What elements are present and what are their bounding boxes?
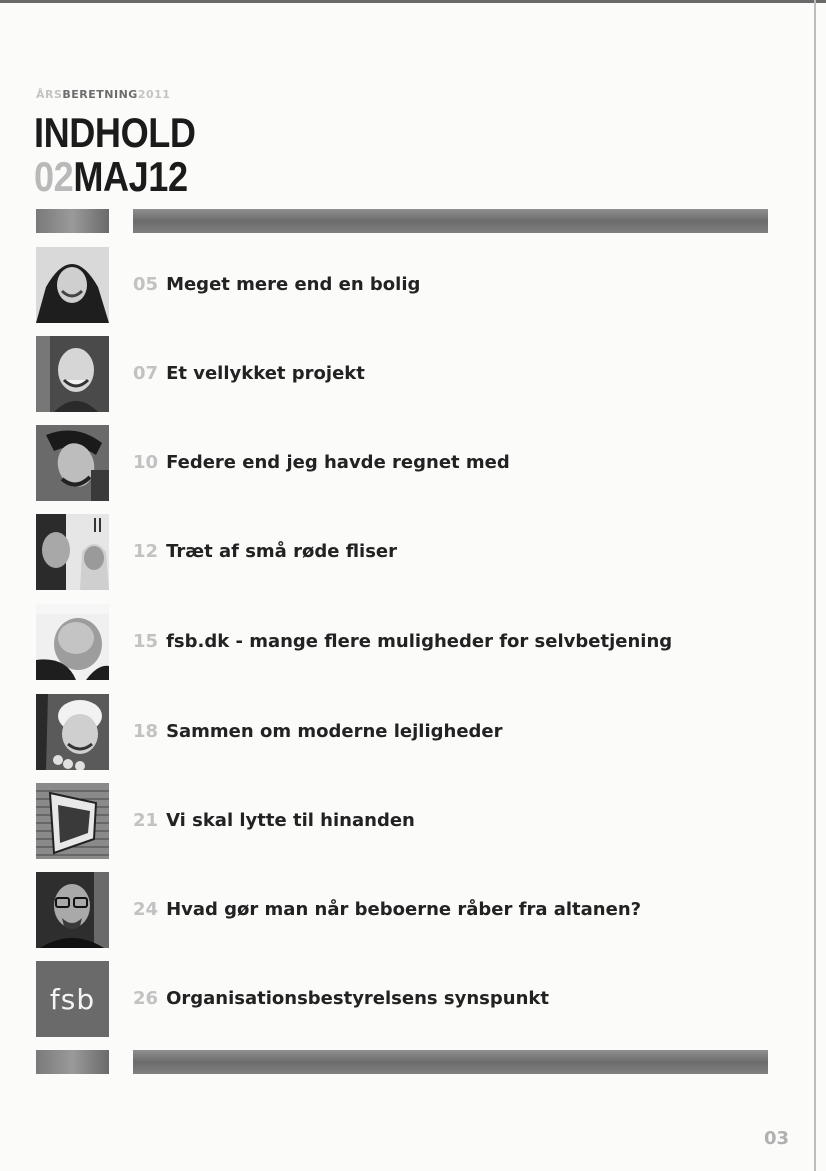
divider-block (36, 1050, 109, 1074)
fsb-logo-icon: fsb (36, 961, 109, 1037)
toc-page-number: 24 (133, 899, 159, 920)
thumbnail-portrait-icon (36, 514, 109, 590)
toc-entry-title[interactable]: Organisationsbestyrelsens synspunkt (166, 988, 549, 1009)
toc-entry-title[interactable]: Vi skal lytte til hinanden (166, 810, 415, 831)
toc-entry[interactable] (36, 604, 776, 680)
page-edge (0, 0, 826, 3)
toc-entry[interactable] (36, 872, 776, 948)
thumbnail-building-icon (36, 783, 109, 859)
page-edge (814, 0, 816, 1171)
divider-bar (133, 209, 768, 233)
thumbnail-portrait-icon (36, 872, 109, 948)
thumbnail-portrait-icon (36, 425, 109, 501)
thumbnail-portrait-icon (36, 336, 109, 412)
toc-entry[interactable] (36, 336, 776, 412)
toc-entry[interactable] (36, 514, 776, 590)
annual-report-word-b: BERETNING (62, 88, 138, 101)
toc-page-number: 10 (133, 452, 159, 473)
toc-entry[interactable] (36, 425, 776, 501)
toc-entry[interactable] (36, 247, 776, 323)
toc-entry-title[interactable]: Federe end jeg havde regnet med (166, 452, 510, 473)
thumbnail-portrait-icon (36, 604, 109, 680)
page-number: 03 (764, 1128, 790, 1149)
annual-report-word-a: ÅRS (36, 88, 63, 101)
toc-entry-title[interactable]: Træt af små røde fliser (166, 541, 398, 562)
annual-report-year: 2011 (137, 88, 171, 101)
divider-bar (133, 1050, 768, 1074)
toc-entry-title[interactable]: Meget mere end en bolig (166, 274, 421, 295)
issue-day: 02 (34, 153, 74, 200)
toc-entry[interactable] (36, 783, 776, 859)
toc-page-number: 12 (133, 541, 159, 562)
divider-block (36, 209, 109, 233)
toc-entry[interactable] (36, 961, 776, 1037)
toc-entry-title[interactable]: fsb.dk - mange flere muligheder for selvbetjening (166, 631, 673, 652)
toc-page-number: 26 (133, 988, 159, 1009)
toc-page-number: 21 (133, 810, 159, 831)
toc-page-number: 15 (133, 631, 159, 652)
annual-report-label (36, 88, 170, 101)
issue-month: MAJ12 (73, 153, 188, 200)
toc-entry-title[interactable]: Sammen om moderne lejligheder (166, 721, 503, 742)
issue-date (34, 153, 188, 200)
thumbnail-portrait-icon (36, 247, 109, 323)
thumbnail-portrait-icon (36, 694, 109, 770)
toc-page-number: 18 (133, 721, 159, 742)
toc-page-number: 05 (133, 274, 159, 295)
toc-page-number: 07 (133, 363, 159, 384)
toc-entry-title[interactable]: Hvad gør man når beboerne råber fra altanen? (166, 899, 642, 920)
toc-entry-title[interactable]: Et vellykket projekt (166, 363, 365, 384)
toc-entry[interactable] (36, 694, 776, 770)
page-title: INDHOLD (34, 109, 196, 156)
